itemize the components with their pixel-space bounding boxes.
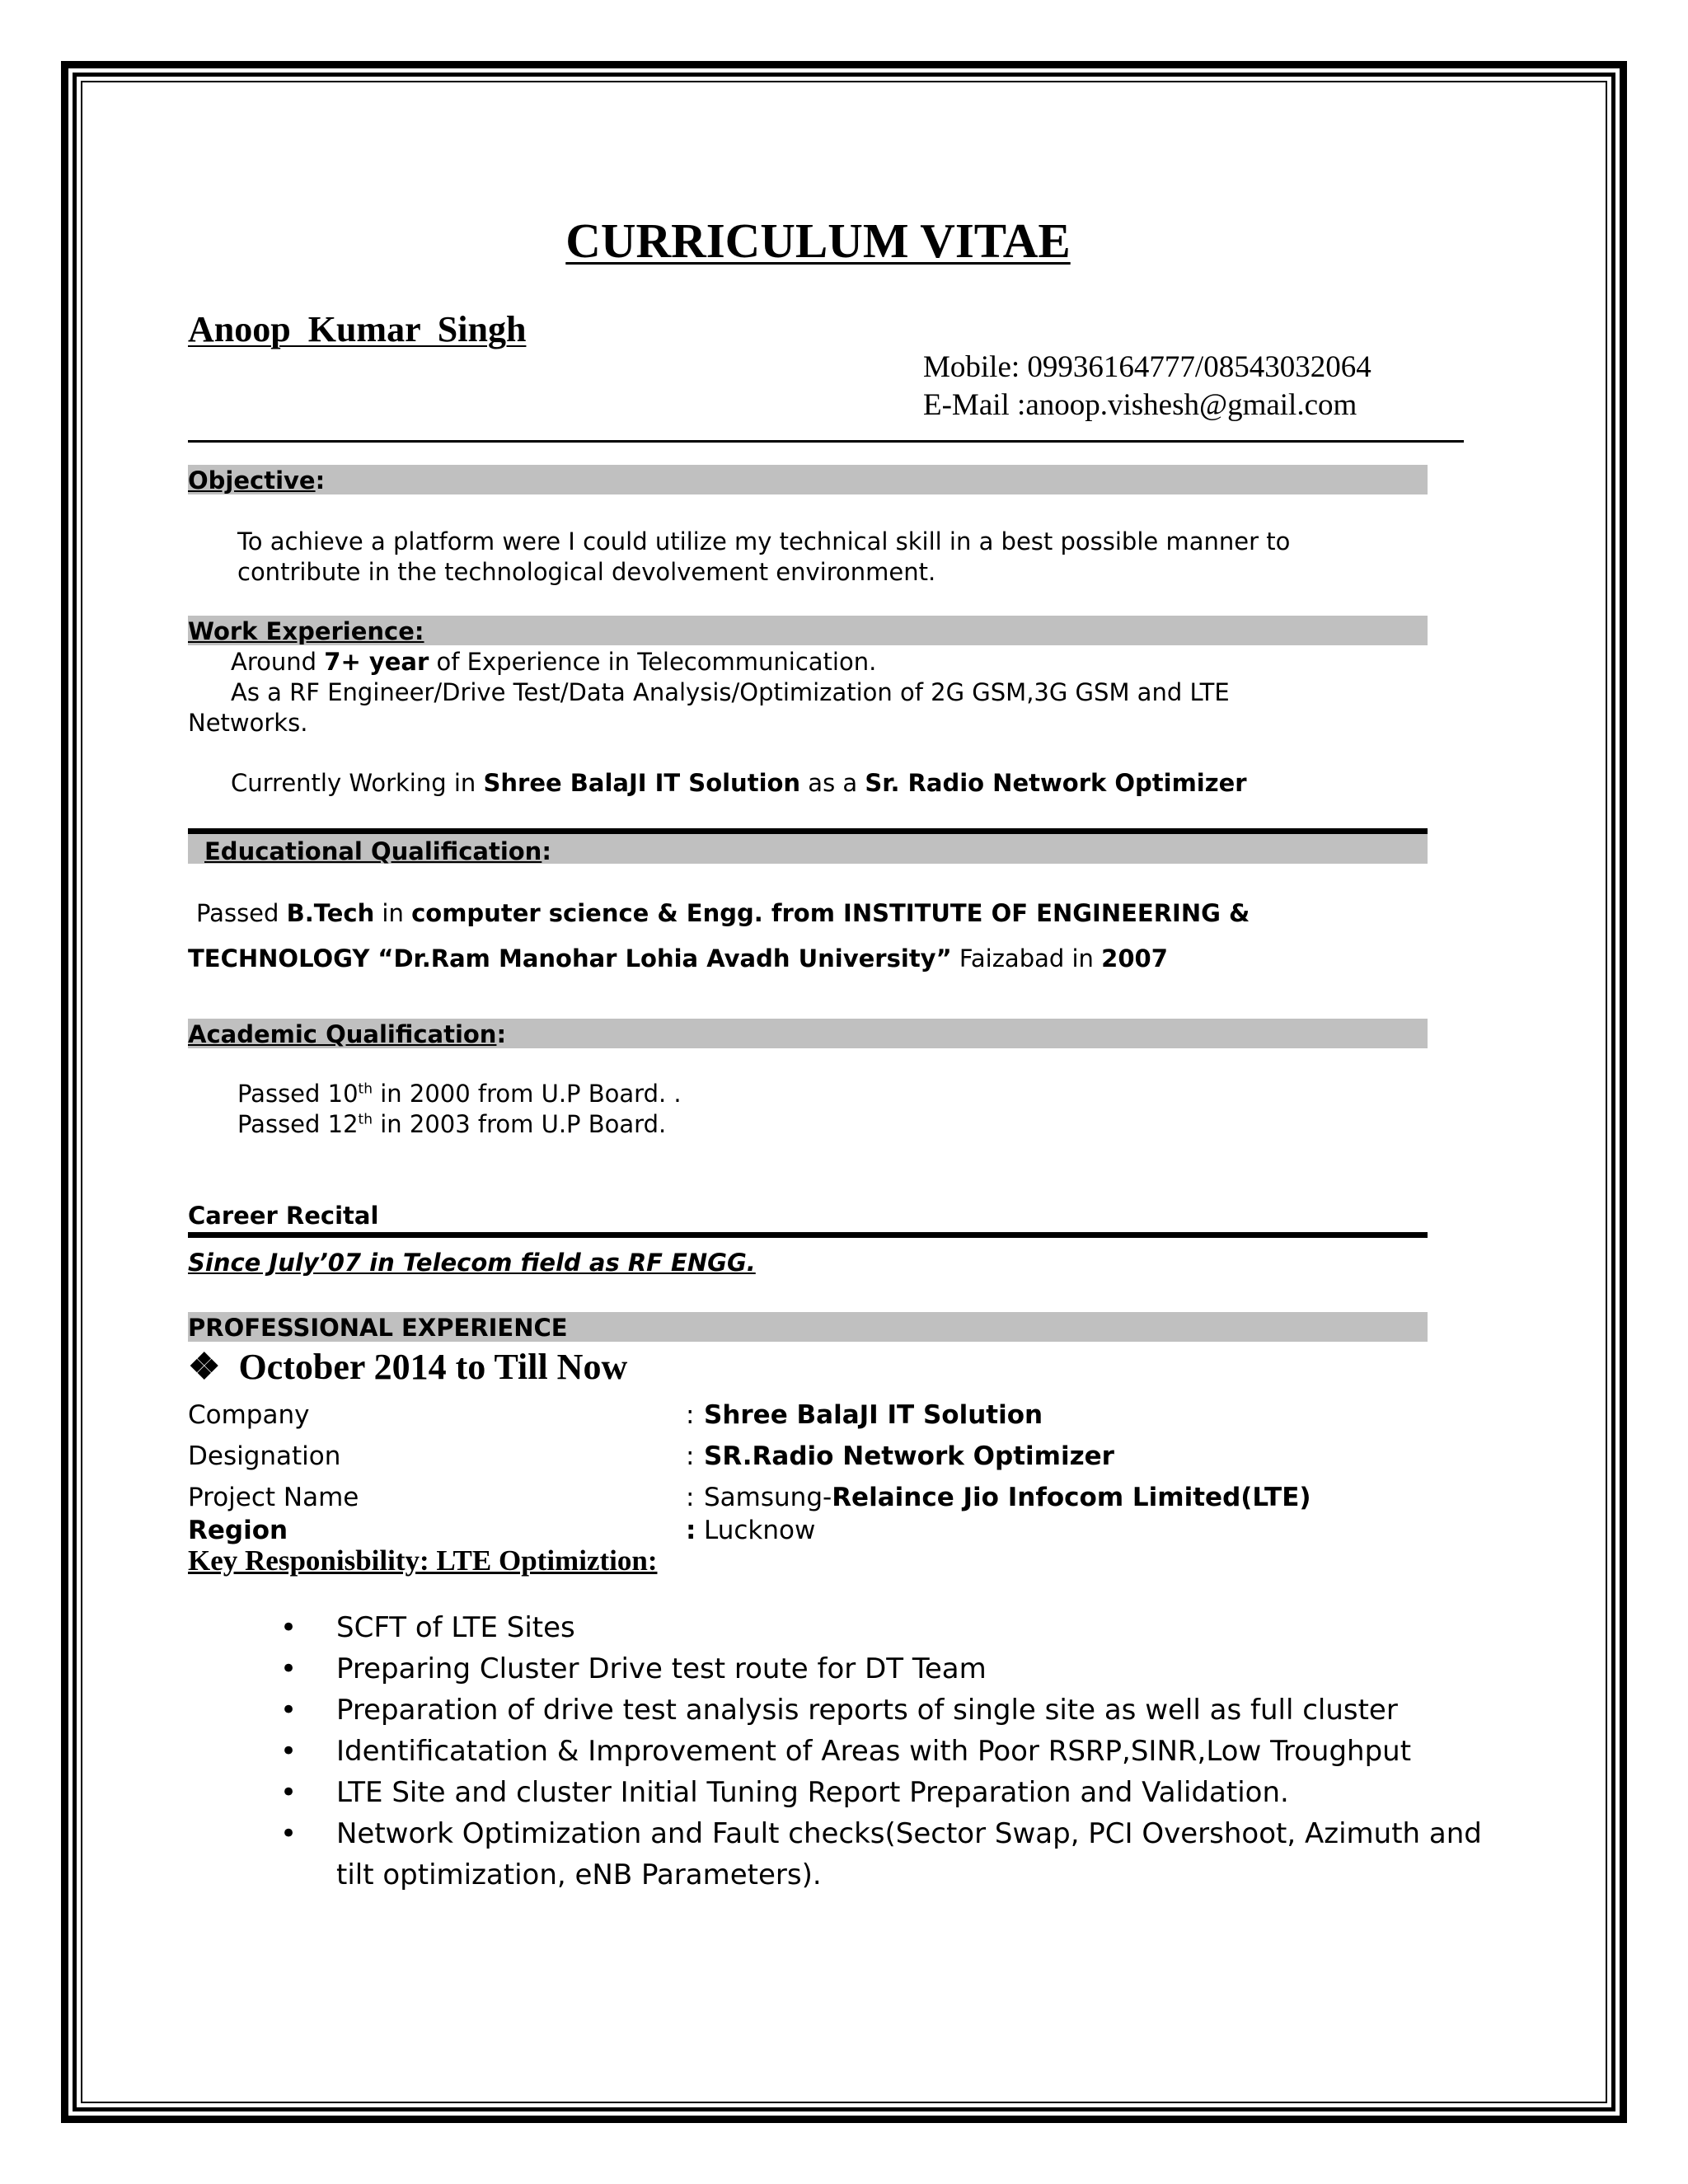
diamond-bullet-icon: ❖ bbox=[188, 1347, 221, 1387]
education-top-rule bbox=[188, 828, 1428, 834]
project-name-separator: : bbox=[686, 1483, 695, 1512]
objective-heading-band bbox=[188, 465, 1428, 494]
academic-heading: Academic Qualification: bbox=[188, 1020, 507, 1048]
company-label: Company bbox=[188, 1400, 310, 1430]
document-title: CURRICULUM VITAE bbox=[565, 213, 1071, 268]
header-divider bbox=[188, 440, 1464, 443]
period-heading: ❖ October 2014 to Till Now bbox=[188, 1347, 628, 1387]
objective-heading: Objective: bbox=[188, 466, 326, 494]
work-experience-heading: Work Experience: bbox=[188, 617, 424, 645]
experience-role-line-cont: Networks. bbox=[188, 709, 308, 737]
career-recital-heading: Career Recital bbox=[188, 1202, 379, 1230]
bullet-icon: • bbox=[280, 1694, 298, 1727]
list-item: • Preparation of drive test analysis reports of single site as well as full cluster bbox=[280, 1690, 1507, 1731]
project-name-label: Project Name bbox=[188, 1483, 359, 1512]
bullet-icon: • bbox=[280, 1611, 298, 1644]
career-since-line: Since July’07 in Telecom field as RF ENGG. bbox=[188, 1249, 756, 1277]
list-item: • LTE Site and cluster Initial Tuning Report Preparation and Validation. bbox=[280, 1772, 1507, 1813]
designation-value: SR.Radio Network Optimizer bbox=[704, 1441, 1114, 1471]
list-item: • Network Optimization and Fault checks(Sector Swap, PCI Overshoot, Azimuth and tilt optimization, eNB Parameters). bbox=[280, 1813, 1507, 1896]
education-line-1: Passed B.Tech in computer science & Engg. from INSTITUTE OF ENGINEERING & bbox=[196, 899, 1250, 927]
region-label: Region bbox=[188, 1516, 288, 1545]
designation-label: Designation bbox=[188, 1441, 341, 1471]
bullet-icon: • bbox=[280, 1776, 298, 1809]
designation-separator: : bbox=[686, 1441, 695, 1471]
region-value: Lucknow bbox=[704, 1516, 816, 1545]
mobile-number: Mobile: 09936164777/08543032064 bbox=[923, 350, 1372, 384]
education-line-2: TECHNOLOGY “Dr.Ram Manohar Lohia Avadh University” Faizabad in 2007 bbox=[188, 944, 1168, 972]
experience-years-line: Around 7+ year of Experience in Telecommunication. bbox=[231, 648, 877, 676]
key-responsibility-heading: Key Responisbility: LTE Optimiztion: bbox=[188, 1544, 658, 1577]
list-item: • SCFT of LTE Sites bbox=[280, 1607, 1507, 1648]
education-heading: Educational Qualification: bbox=[204, 837, 551, 865]
region-separator: : bbox=[686, 1516, 696, 1545]
academic-row-10th: Passed 10th in 2000 from U.P Board. . bbox=[237, 1080, 682, 1108]
current-job-line: Currently Working in Shree BalaJI IT Solution as a Sr. Radio Network Optimizer bbox=[231, 769, 1247, 797]
experience-role-line: As a RF Engineer/Drive Test/Data Analysis/Optimization of 2G GSM,3G GSM and LTE bbox=[231, 678, 1230, 706]
company-separator: : bbox=[686, 1400, 695, 1430]
list-item: • Preparing Cluster Drive test route for DT Team bbox=[280, 1648, 1507, 1690]
professional-heading: PROFESSIONAL EXPERIENCE bbox=[188, 1314, 568, 1342]
bullet-icon: • bbox=[280, 1652, 298, 1685]
objective-line-2: contribute in the technological devolvement environment. bbox=[237, 558, 936, 586]
list-item: • Identificatation & Improvement of Areas with Poor RSRP,SINR,Low Troughput bbox=[280, 1731, 1507, 1772]
bullet-icon: • bbox=[280, 1817, 298, 1850]
career-recital-rule bbox=[188, 1232, 1428, 1238]
bullet-icon: • bbox=[280, 1735, 298, 1768]
project-name-value: Samsung-Relaince Jio Infocom Limited(LTE) bbox=[704, 1483, 1311, 1512]
company-value: Shree BalaJI IT Solution bbox=[704, 1400, 1043, 1430]
email-address: E-Mail :anoop.vishesh@gmail.com bbox=[923, 388, 1357, 422]
responsibility-list bbox=[280, 1607, 1507, 1896]
candidate-name: Anoop Kumar Singh bbox=[188, 309, 527, 349]
objective-line-1: To achieve a platform were I could utilize my technical skill in a best possible manner to bbox=[237, 527, 1291, 555]
academic-row-12th: Passed 12th in 2003 from U.P Board. bbox=[237, 1110, 667, 1138]
